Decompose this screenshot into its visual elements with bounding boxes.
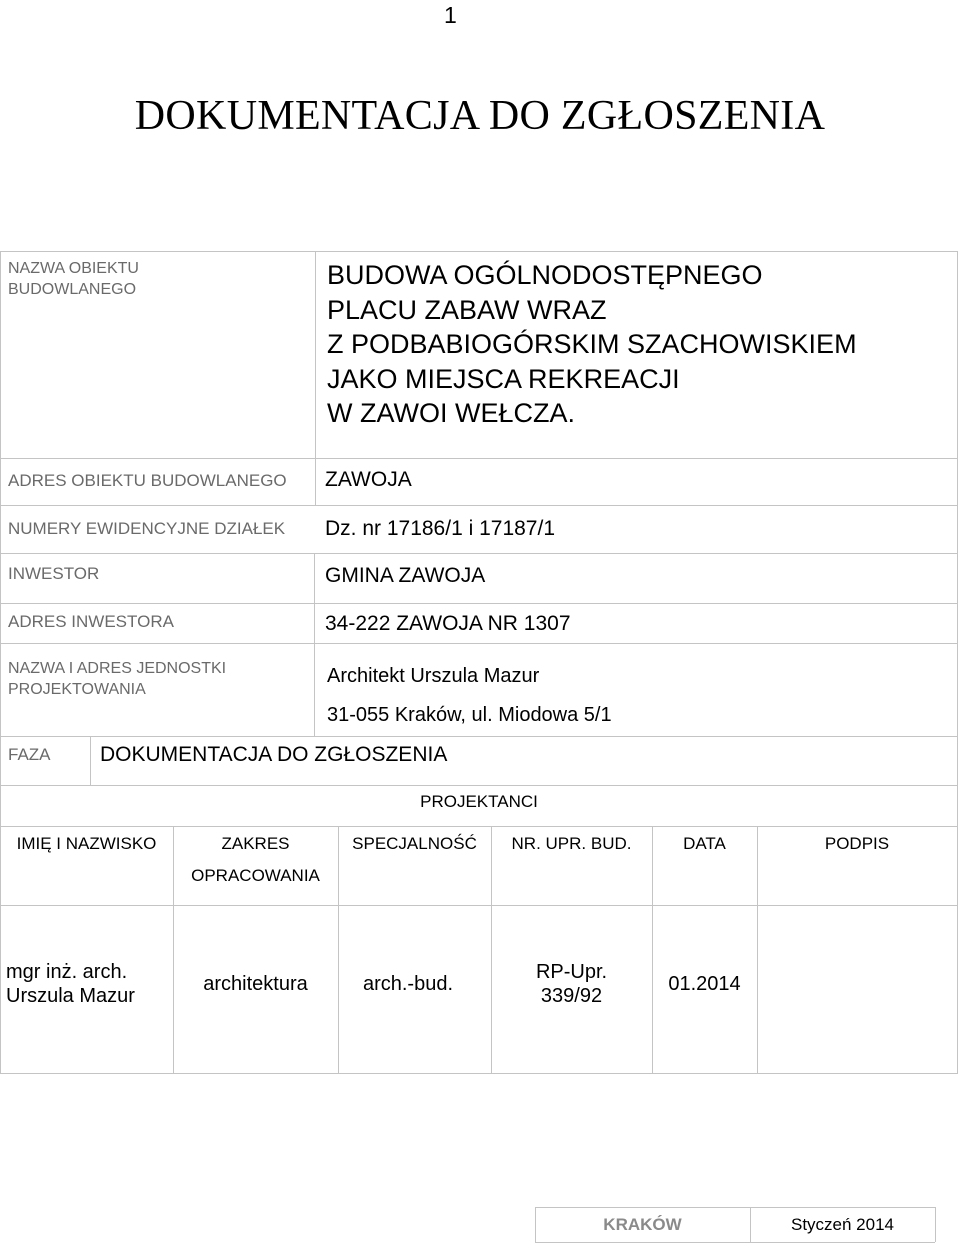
phase-label: FAZA	[8, 745, 51, 764]
object-name: BUDOWA OGÓLNODOSTĘPNEGO PLACU ZABAW WRAZ Z PODBABIOGÓRSKIM SZACHOWISKIEM JAKO MIEJSCA REKREACJI W ZAWOI WEŁCZA.	[327, 260, 857, 429]
footer-date: Styczeń 2014	[790, 1215, 894, 1234]
row-divider	[0, 905, 958, 906]
column-divider	[491, 826, 492, 1073]
row-divider	[0, 736, 958, 737]
column-divider	[757, 826, 758, 1073]
designer-specialty: arch.-bud.	[362, 973, 454, 995]
header-specialty: SPECJALNOŚĆ	[352, 834, 477, 853]
parcel-numbers: Dz. nr 17186/1 i 17187/1	[325, 517, 555, 540]
footer-border-bottom	[535, 1242, 935, 1243]
object-name-label: NAZWA OBIEKTU BUDOWLANEGO	[8, 260, 139, 298]
page-number: 1	[444, 2, 457, 28]
column-divider	[314, 553, 315, 736]
header-name: IMIĘ I NAZWISKO	[16, 834, 157, 853]
header-date: DATA	[683, 834, 726, 853]
table-border-bottom	[0, 1073, 958, 1074]
row-divider	[0, 505, 958, 506]
footer-border-top	[535, 1207, 935, 1208]
row-divider	[0, 553, 958, 554]
designer-license: RP-Upr. 339/92	[535, 961, 608, 1007]
row-divider	[0, 643, 958, 644]
designer-scope: architektura	[203, 973, 308, 995]
design-unit: Architekt Urszula Mazur 31-055 Kraków, ul. Miodowa 5/1	[327, 665, 612, 726]
object-address-label: ADRES OBIEKTU BUDOWLANEGO	[8, 471, 287, 490]
column-divider	[652, 826, 653, 1073]
header-license: NR. UPR. BUD.	[511, 834, 632, 853]
footer-city: KRAKÓW	[603, 1215, 682, 1234]
column-divider	[90, 736, 91, 785]
table-border-top	[0, 251, 958, 252]
row-divider	[0, 603, 958, 604]
investor-address-label: ADRES INWESTORA	[8, 612, 174, 631]
header-scope: ZAKRES OPRACOWANIA	[191, 834, 320, 885]
column-divider	[338, 826, 339, 1073]
footer-border-right	[935, 1207, 936, 1242]
investor-address: 34-222 ZAWOJA NR 1307	[325, 612, 571, 635]
document-title: DOKUMENTACJA DO ZGŁOSZENIA	[134, 93, 826, 139]
designers-title: PROJEKTANCI	[420, 792, 538, 811]
table-border-right	[957, 251, 958, 1073]
phase: DOKUMENTACJA DO ZGŁOSZENIA	[100, 743, 448, 766]
designer-name: mgr inż. arch. Urszula Mazur	[6, 961, 135, 1007]
investor-label: INWESTOR	[8, 564, 100, 583]
parcel-numbers-label: NUMERY EWIDENCYJNE DZIAŁEK	[8, 519, 286, 538]
table-border-left	[0, 251, 1, 1073]
designer-date: 01.2014	[668, 973, 741, 995]
header-signature: PODPIS	[824, 834, 890, 853]
investor: GMINA ZAWOJA	[325, 564, 486, 587]
row-divider	[0, 458, 958, 459]
row-divider	[0, 826, 958, 827]
object-address: ZAWOJA	[325, 468, 412, 491]
column-divider	[315, 251, 316, 505]
design-unit-label: NAZWA I ADRES JEDNOSTKI PROJEKTOWANIA	[8, 660, 227, 698]
